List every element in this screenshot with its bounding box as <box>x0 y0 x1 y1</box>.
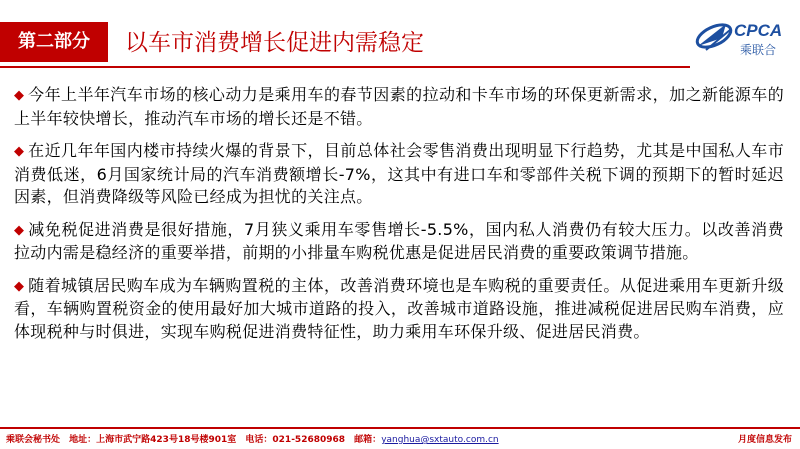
footer-email-link[interactable]: yanghua@sxtauto.com.cn <box>381 435 499 445</box>
paragraph-text: 随着城镇居民购车成为车辆购置税的主体，改善消费环境也是车购税的重要责任。从促进乘用车更新升级看，车辆购置税资金的使用最好加大城市道路的投入，改善城市道路设施，推进减税促进居民购车消费，应体现税种与时俱进，实现车购税促进消费特征性，助力乘用车环保升级、促进居民消费。 <box>14 275 784 341</box>
footer-release-label: 月度信息发布 <box>737 435 792 445</box>
diamond-bullet-icon: ◆ <box>14 144 25 159</box>
paragraph-text: 减免税促进消费是很好措施，7月狭义乘用车零售增长-5.5%，国内私人消费仍有较大压力。以改善消费拉动内需是稳经济的重要举措，前期的小排量车购税优惠是促进居民消费的重要政策调节措施。 <box>14 219 784 262</box>
content-body <box>14 84 784 353</box>
section-label: 第二部分 <box>0 22 108 62</box>
cpca-logo <box>690 16 794 60</box>
footer-contact <box>6 432 505 445</box>
footer-phone: 电话：021-52680968 <box>245 435 346 445</box>
paragraph <box>14 84 784 130</box>
logo-text-cn: 乘联合 <box>740 43 777 57</box>
diamond-bullet-icon: ◆ <box>14 88 25 103</box>
logo-text-cpca: CPCA <box>734 21 783 40</box>
paragraph <box>14 219 784 265</box>
car-emblem-icon <box>694 20 734 52</box>
header-divider <box>0 66 690 68</box>
footer-email-label: 邮箱： <box>354 435 382 445</box>
diamond-bullet-icon: ◆ <box>14 278 25 294</box>
footer-address: 地址：上海市武宁路423号18号楼901室 <box>69 435 237 445</box>
paragraph <box>14 275 784 344</box>
footer-divider <box>0 427 800 429</box>
paragraph <box>14 140 784 209</box>
footer-org: 乘联会秘书处 <box>6 435 61 445</box>
paragraph-text: 今年上半年汽车市场的核心动力是乘用车的春节因素的拉动和卡车市场的环保更新需求，加之新能源车的上半年较快增长，推动汽车市场的增长还是不错。 <box>14 85 784 128</box>
page-title: 以车市消费增长促进内需稳定 <box>125 30 424 56</box>
diamond-bullet-icon: ◆ <box>14 222 25 238</box>
paragraph-text: 在近几年年国内楼市持续火爆的背景下，目前总体社会零售消费出现明显下行趋势，尤其是中国私人车市消费低迷，6月国家统计局的汽车消费额增长-7%，这其中有进口车和零部件关税下调的预期下的暂时延迟因素，但消费降级等风险已经成为担忧的关注点。 <box>14 141 784 206</box>
